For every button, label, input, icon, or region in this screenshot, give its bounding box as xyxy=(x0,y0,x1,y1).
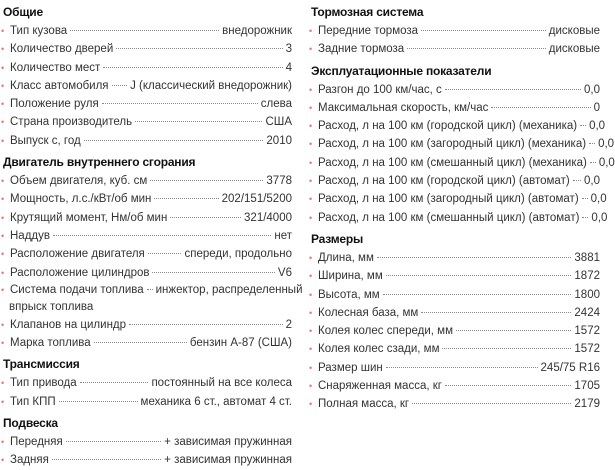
spec-label: Тип кузова xyxy=(10,25,68,37)
spec-value: 3778 xyxy=(266,175,292,188)
spec-value: инжектор, распределенный xyxy=(155,283,303,296)
bullet-icon: • xyxy=(309,194,313,205)
spec-row xyxy=(0,374,292,392)
section-title: Тормозная система xyxy=(311,5,424,19)
spec-row xyxy=(0,22,292,40)
spec-value: + зависимая пружинная xyxy=(164,436,292,449)
spec-label: Расход, л на 100 км (городской цикл) (механика) xyxy=(318,120,578,133)
dot-leader xyxy=(112,85,128,86)
bullet-icon: • xyxy=(1,284,5,295)
spec-value: дисковые xyxy=(548,43,600,56)
spec-row xyxy=(0,393,292,411)
left-column xyxy=(0,0,303,470)
spec-label: Расход, л на 100 км (загородный цикл) (механика) xyxy=(318,138,587,151)
dot-leader xyxy=(170,217,241,218)
spec-value: V6 xyxy=(277,266,292,279)
spec-label: Наддув xyxy=(10,229,50,242)
bullet-icon: • xyxy=(309,326,313,337)
spec-label: Класс автомобиля xyxy=(10,79,109,92)
spec-row xyxy=(0,264,292,282)
spec-value: 1872 xyxy=(574,270,600,283)
spec-row xyxy=(0,282,303,299)
spec-row xyxy=(0,172,292,190)
section-dimensions xyxy=(308,229,600,414)
dot-leader xyxy=(386,367,538,368)
spec-row xyxy=(308,154,615,172)
spec-label: Расход, л на 100 км (городской цикл) (автомат) xyxy=(318,175,570,188)
bullet-icon: • xyxy=(1,230,5,241)
dot-leader xyxy=(407,48,546,49)
dot-leader xyxy=(70,30,219,31)
bullet-icon: • xyxy=(309,139,313,150)
spec-value: спереди, продольно xyxy=(184,248,292,261)
spec-value: нет xyxy=(274,229,292,242)
bullet-icon: • xyxy=(309,381,313,392)
dot-leader xyxy=(445,385,571,386)
bullet-icon: • xyxy=(309,26,313,36)
dot-leader xyxy=(580,125,586,126)
spec-row xyxy=(308,209,608,227)
bullet-icon: • xyxy=(309,307,313,318)
spec-value: 0,0 xyxy=(591,211,608,224)
dot-leader xyxy=(116,48,282,49)
spec-label: Задние тормоза xyxy=(318,43,405,56)
bullet-icon: • xyxy=(1,44,5,55)
spec-label: Страна производитель xyxy=(10,116,133,129)
spec-value: + зависимая пружинная xyxy=(164,454,292,467)
spec-label: Количество мест xyxy=(10,61,101,74)
bullet-icon: • xyxy=(309,399,313,410)
dot-leader xyxy=(102,103,258,104)
spec-value: 3 xyxy=(285,43,292,56)
spec-value: 0,0 xyxy=(584,175,600,188)
bullet-icon: • xyxy=(309,176,313,187)
spec-value-continuation: впрыск топлива xyxy=(9,300,94,313)
bullet-icon: • xyxy=(1,212,5,223)
bullet-icon: • xyxy=(309,252,313,263)
spec-label: Тип привода xyxy=(10,377,77,390)
spec-label: Расположение двигателя xyxy=(10,248,145,261)
spec-row xyxy=(308,377,600,395)
dot-leader xyxy=(582,217,588,218)
spec-label: Снаряженная масса, кг xyxy=(318,380,442,393)
dot-leader xyxy=(383,294,572,295)
spec-value: 0,0 xyxy=(589,120,606,133)
dot-leader xyxy=(582,198,588,199)
spec-row xyxy=(308,249,600,267)
spec-row xyxy=(308,340,600,358)
spec-label: Разгон до 100 км/час, с xyxy=(318,83,442,96)
spec-label: Расположение цилиндров xyxy=(10,266,150,279)
bullet-icon: • xyxy=(309,212,313,223)
spec-value: 2179 xyxy=(574,398,600,411)
bullet-icon: • xyxy=(1,249,5,260)
spec-label: Полная масса, кг xyxy=(318,398,410,411)
spec-value: 0,0 xyxy=(584,83,600,96)
spec-label: Передние тормоза xyxy=(318,25,419,37)
spec-value: США xyxy=(265,116,292,129)
spec-row xyxy=(0,209,292,227)
section-brakes xyxy=(308,2,600,59)
spec-row xyxy=(308,81,600,99)
spec-row xyxy=(0,433,292,451)
spec-row xyxy=(308,395,600,413)
section-title: Размеры xyxy=(311,231,364,246)
spec-value: 2 xyxy=(285,318,292,331)
section-suspension xyxy=(0,413,292,470)
dot-leader xyxy=(590,162,596,163)
spec-row xyxy=(0,132,292,150)
dot-leader xyxy=(573,180,581,181)
dot-leader xyxy=(589,143,595,144)
spec-row xyxy=(308,172,600,190)
spec-label: Колесная база, мм xyxy=(318,306,419,319)
bullet-icon: • xyxy=(309,44,313,55)
spec-value: 0,0 xyxy=(598,156,615,169)
bullet-icon: • xyxy=(1,176,5,187)
dot-leader xyxy=(129,324,283,325)
spec-row xyxy=(0,190,292,208)
dot-leader xyxy=(412,403,571,404)
spec-label: Расход, л на 100 км (смешанный цикл) (механика) xyxy=(318,156,587,169)
dot-leader xyxy=(150,180,263,181)
spec-row xyxy=(308,322,600,340)
spec-value: бензин А-87 (США) xyxy=(189,337,292,350)
spec-label: Объем двигателя, куб. см xyxy=(10,175,148,188)
bullet-icon: • xyxy=(1,437,5,448)
bullet-icon: • xyxy=(309,84,313,95)
spec-row xyxy=(308,99,600,117)
spec-value: 3881 xyxy=(574,251,600,264)
spec-value: 0 xyxy=(593,101,600,114)
section-title: Трансмиссия xyxy=(3,357,80,372)
spec-label: Расход, л на 100 км (загородный цикл) (автомат) xyxy=(318,193,579,206)
right-column xyxy=(308,0,615,414)
dot-leader xyxy=(154,198,218,199)
spec-value: 245/75 R16 xyxy=(540,361,600,374)
spec-row xyxy=(0,245,292,263)
spec-row xyxy=(308,304,600,322)
spec-label: Положение руля xyxy=(10,98,99,111)
spec-label: Колея колес сзади, мм xyxy=(318,343,440,356)
spec-value: 1800 xyxy=(574,288,600,301)
spec-value: 4 xyxy=(285,61,292,74)
spec-row xyxy=(308,286,600,304)
spec-row xyxy=(0,95,292,113)
spec-label: Расход, л на 100 км (смешанный цикл) (автомат) xyxy=(318,211,580,224)
spec-row xyxy=(308,117,606,135)
spec-label: Передняя xyxy=(10,436,63,449)
spec-row xyxy=(0,316,292,334)
spec-label: Колея колес спереди, мм xyxy=(318,325,453,338)
bullet-icon: • xyxy=(1,117,5,128)
section-title: Эксплуатационные показатели xyxy=(311,63,492,78)
spec-value: 321/4000 xyxy=(244,211,292,224)
spec-label: Задняя xyxy=(10,454,49,467)
bullet-icon: • xyxy=(1,396,5,407)
bullet-icon: • xyxy=(309,362,313,373)
spec-value: J (классический внедорожник) xyxy=(130,79,292,92)
section-title: Двигатель внутреннего сгорания xyxy=(3,155,196,170)
dot-leader xyxy=(52,459,161,460)
bullet-icon: • xyxy=(1,319,5,330)
spec-value: механика 6 ст., автомат 4 ст. xyxy=(140,395,292,408)
spec-label: Мощность, л.с./кВт/об мин xyxy=(10,193,152,206)
section-title: Общие xyxy=(3,5,43,19)
spec-row xyxy=(0,59,292,77)
spec-row xyxy=(0,77,292,95)
spec-value: 202/151/5200 xyxy=(221,193,292,206)
bullet-icon: • xyxy=(309,102,313,113)
spec-value: 0,0 xyxy=(590,193,607,206)
bullet-icon: • xyxy=(1,378,5,389)
spec-row xyxy=(0,113,292,131)
spec-row xyxy=(308,135,615,153)
spec-label: Максимальная скорость, км/час xyxy=(318,101,489,114)
bullet-icon: • xyxy=(1,267,5,278)
dot-leader xyxy=(152,272,274,273)
spec-value: 2010 xyxy=(266,134,292,147)
spec-value: 1572 xyxy=(574,343,600,356)
spec-value: слева xyxy=(260,98,292,111)
dot-leader xyxy=(103,67,282,68)
dot-leader xyxy=(53,235,271,236)
spec-label: Высота, мм xyxy=(318,288,380,301)
spec-value: внедорожник xyxy=(222,25,292,37)
bullet-icon: • xyxy=(309,121,313,132)
bullet-icon: • xyxy=(1,26,5,36)
spec-value: 1572 xyxy=(574,325,600,338)
dot-leader xyxy=(386,275,572,276)
spec-value: дисковые xyxy=(548,25,600,37)
spec-label: Длина, мм xyxy=(318,251,374,264)
spec-label: Клапанов на цилиндр xyxy=(10,318,127,331)
dot-leader xyxy=(421,312,571,313)
dot-leader xyxy=(148,253,182,254)
bullet-icon: • xyxy=(1,455,5,466)
spec-row xyxy=(0,40,292,58)
spec-label: Размер шин xyxy=(318,361,383,374)
bullet-icon: • xyxy=(1,338,5,349)
dot-leader xyxy=(456,330,571,331)
bullet-icon: • xyxy=(1,99,5,110)
bullet-icon: • xyxy=(1,80,5,91)
spec-row xyxy=(308,190,607,208)
spec-label: Марка топлива xyxy=(10,337,91,350)
dot-leader xyxy=(421,30,546,31)
spec-label: Система подачи топлива xyxy=(10,283,144,296)
bullet-icon: • xyxy=(309,344,313,355)
spec-row xyxy=(0,451,292,469)
bullet-icon: • xyxy=(309,271,313,282)
spec-row xyxy=(0,334,292,352)
section-transmission xyxy=(0,354,292,411)
spec-row xyxy=(308,267,600,285)
dot-leader xyxy=(66,441,161,442)
bullet-icon: • xyxy=(309,289,313,300)
spec-value: постоянный на все колеса xyxy=(151,377,292,390)
spec-value: 2424 xyxy=(574,306,600,319)
spec-row xyxy=(0,227,292,245)
dot-leader xyxy=(147,289,153,290)
spec-value: 0,0 xyxy=(598,138,615,151)
section-title: Подвеска xyxy=(3,416,58,431)
bullet-icon: • xyxy=(309,157,313,168)
dot-leader xyxy=(94,342,187,343)
spec-label: Ширина, мм xyxy=(318,270,383,283)
bullet-icon: • xyxy=(1,135,5,146)
section-engine xyxy=(0,152,303,352)
bullet-icon: • xyxy=(1,62,5,73)
dot-leader xyxy=(377,257,572,258)
spec-label: Выпуск с, год xyxy=(10,134,81,147)
section-general xyxy=(0,2,292,150)
dot-leader xyxy=(491,107,590,108)
dot-leader xyxy=(135,121,262,122)
section-performance xyxy=(308,61,615,227)
spec-value: 1705 xyxy=(574,380,600,393)
spec-label: Тип КПП xyxy=(10,395,56,408)
dot-leader xyxy=(445,89,581,90)
spec-label: Количество дверей xyxy=(10,43,114,56)
spec-row xyxy=(308,40,600,58)
dot-leader xyxy=(442,348,571,349)
dot-leader xyxy=(84,140,264,141)
dot-leader xyxy=(59,401,138,402)
spec-row xyxy=(308,22,600,40)
spec-label: Крутящий момент, Нм/об мин xyxy=(10,211,168,224)
dot-leader xyxy=(80,382,149,383)
spec-row xyxy=(308,359,600,377)
bullet-icon: • xyxy=(1,194,5,205)
